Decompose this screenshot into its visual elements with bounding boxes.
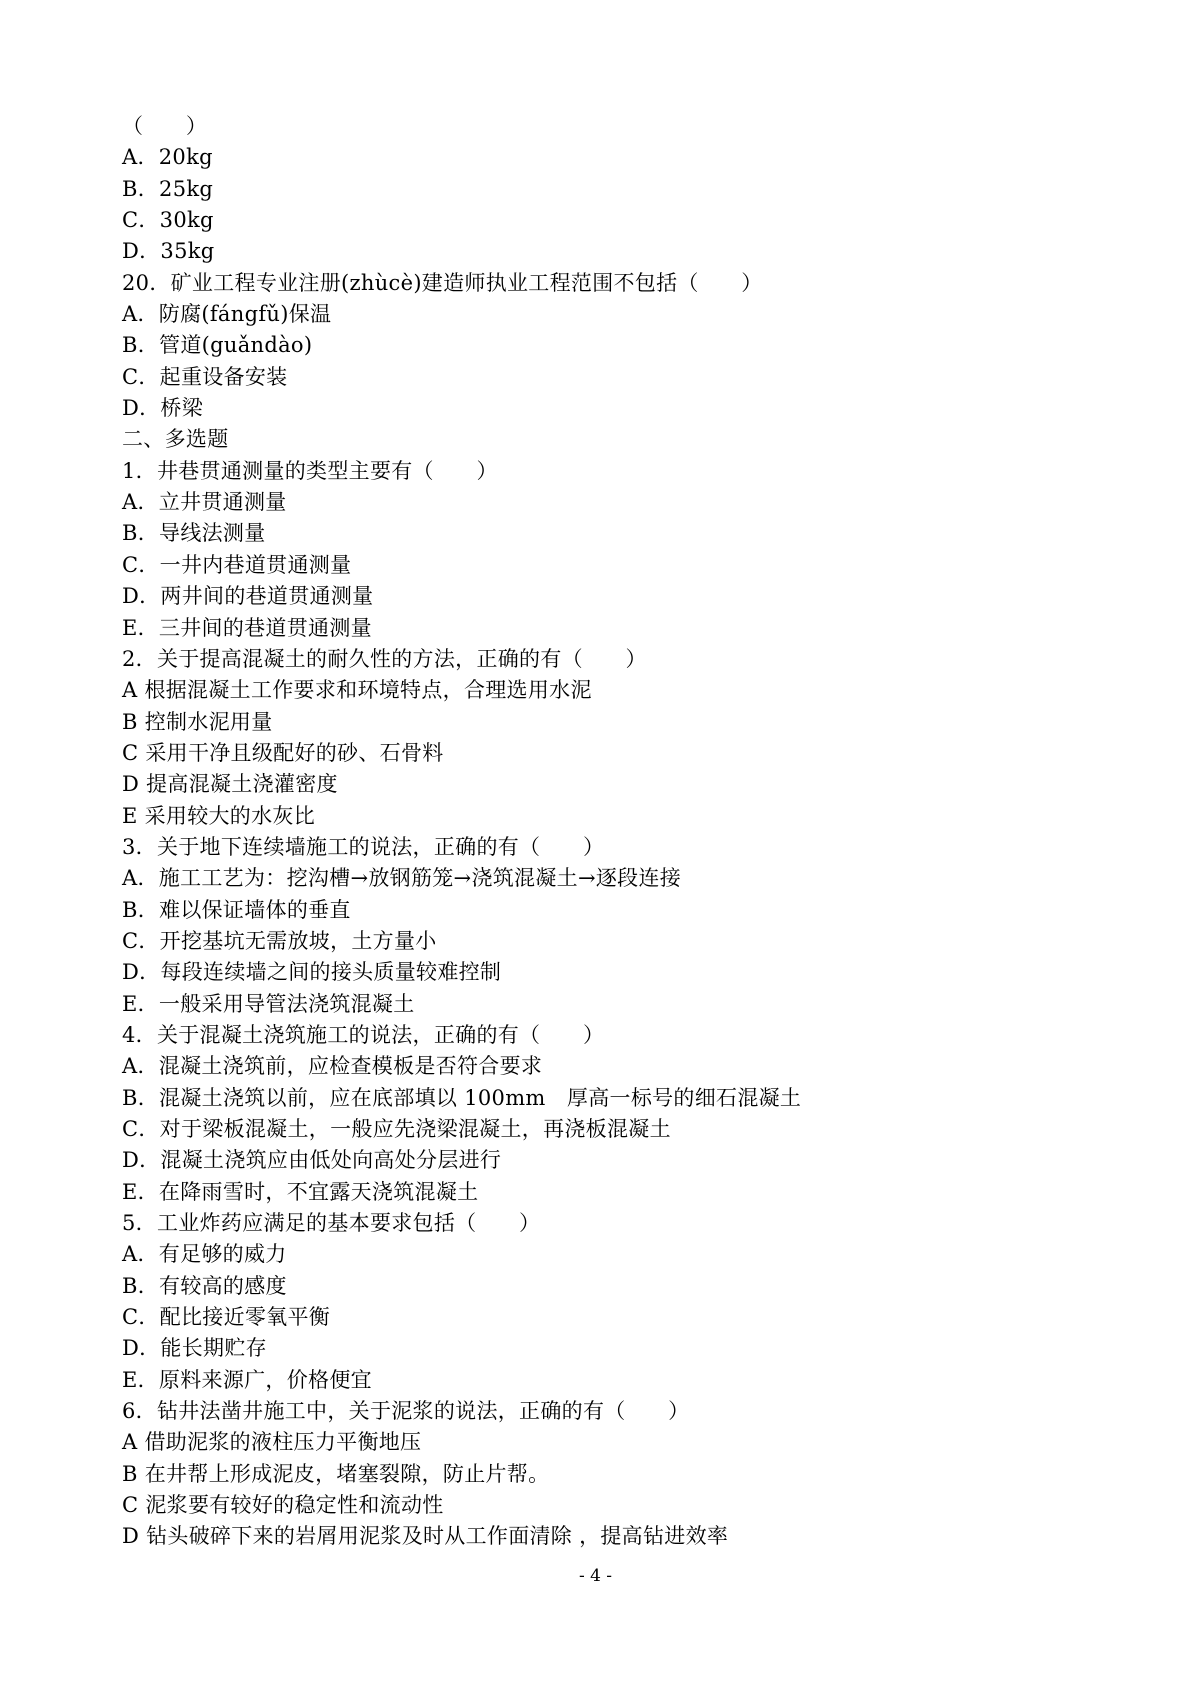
text-line: E．原料来源广，价格便宜 (122, 1367, 372, 1392)
text-line: A．施工工艺为：挖沟槽→放钢筋笼→浇筑混凝土→逐段连接 (122, 866, 682, 891)
text-line: 2．关于提高混凝土的耐久性的方法，正确的有（ ） (122, 646, 647, 671)
text-line: A．混凝土浇筑前，应检查模板是否符合要求 (122, 1054, 543, 1079)
text-line: A．立井贯通测量 (122, 490, 287, 515)
text-line: A 根据混凝土工作要求和环境特点，合理选用水泥 (122, 678, 592, 703)
text-line: B．有较高的感度 (122, 1273, 287, 1298)
text-line: B．混凝土浇筑以前，应在底部填以 100mm 厚高一标号的细石混凝土 (122, 1085, 802, 1110)
text-line: A．防腐(fángfǔ)保温 (122, 302, 332, 327)
text-line: B．25kg (122, 176, 214, 201)
text-line: 1．井巷贯通测量的类型主要有（ ） (122, 458, 498, 483)
text-line: 3．关于地下连续墙施工的说法，正确的有（ ） (122, 834, 605, 859)
text-line: 6．钻井法凿井施工中，关于泥浆的说法，正确的有（ ） (122, 1399, 690, 1424)
text-line: D 钻头破碎下来的岩屑用泥浆及时从工作面清除 ，提高钻进效率 (122, 1524, 729, 1549)
text-line: E．在降雨雪时，不宜露天浇筑混凝土 (122, 1179, 479, 1204)
text-line: D 提高混凝土浇灌密度 (122, 772, 338, 797)
text-line: C．30kg (122, 208, 214, 233)
text-line: C．开挖基坑无需放坡，土方量小 (122, 928, 437, 953)
text-line: E．一般采用导管法浇筑混凝土 (122, 991, 415, 1016)
text-line: D．两井间的巷道贯通测量 (122, 584, 374, 609)
text-line: B．难以保证墙体的垂直 (122, 897, 351, 922)
text-line: D．能长期贮存 (122, 1336, 267, 1361)
text-line: B．管道(guǎndào) (122, 333, 313, 358)
text-line: 5．工业炸药应满足的基本要求包括（ ） (122, 1211, 541, 1236)
text-line: A 借助泥浆的液柱压力平衡地压 (122, 1430, 422, 1455)
text-line: 20．矿业工程专业注册(zhùcè)建造师执业工程范围不包括（ ） (122, 270, 763, 295)
text-line: E 采用较大的水灰比 (122, 803, 316, 828)
text-line: E．三井间的巷道贯通测量 (122, 615, 372, 640)
text-line: 二、多选题 (122, 427, 229, 452)
text-line: C．起重设备安装 (122, 364, 288, 389)
text-line: D．桥梁 (122, 396, 204, 421)
text-line: （ ） (122, 114, 208, 138)
text-line: D．35kg (122, 239, 215, 264)
text-line: C．配比接近零氧平衡 (122, 1305, 331, 1330)
text-line: B 在井帮上形成泥皮，堵塞裂隙，防止片帮。 (122, 1461, 550, 1486)
text-line: C 采用干净且级配好的砂、石骨料 (122, 740, 444, 765)
text-line: C．对于梁板混凝土，一般应先浇梁混凝土，再浇板混凝土 (122, 1117, 671, 1141)
text-line: B 控制水泥用量 (122, 709, 273, 734)
text-line: A．有足够的威力 (122, 1242, 287, 1267)
text-line: D．每段连续墙之间的接头质量较难控制 (122, 960, 502, 985)
text-line: C．一井内巷道贯通测量 (122, 552, 352, 577)
text-line: 4．关于混凝土浇筑施工的说法，正确的有（ ） (122, 1022, 605, 1047)
text-line: D．混凝土浇筑应由低处向高处分层进行 (122, 1148, 502, 1173)
text-line: B．导线法测量 (122, 521, 266, 546)
page-number: - 4 - (578, 1566, 613, 1586)
text-line: C 泥浆要有较好的稳定性和流动性 (122, 1493, 444, 1518)
text-line: A．20kg (122, 145, 213, 170)
document-body (122, 111, 1082, 1553)
